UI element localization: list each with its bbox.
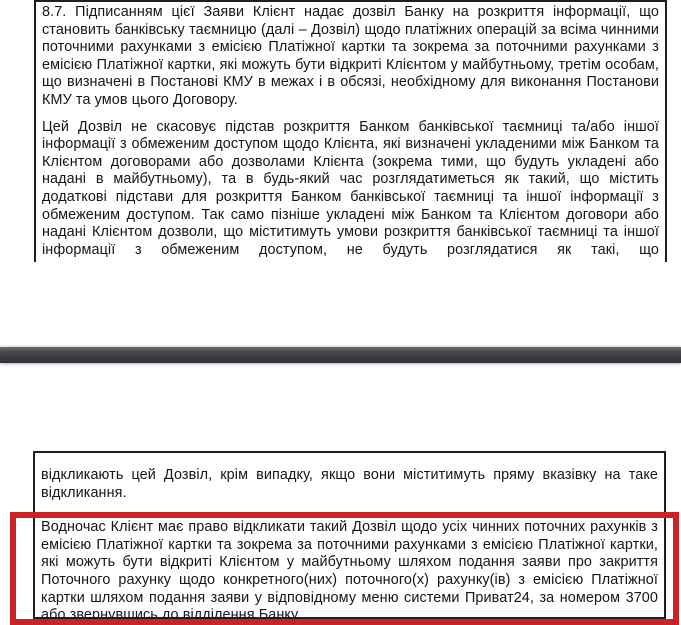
- clause-box-page-2: [33, 451, 666, 624]
- paragraph-revocation-continuation: відкликають цей Дозвіл, крім випадку, якщо вони міститимуть пряму вказівку на таке відкликання.: [41, 467, 658, 501]
- paragraph-clause-8-7: 8.7. Підписанням цієї Заяви Клієнт надає дозвіл Банку на розкриття інформації, що становить банківську таємницю (далі – Дозвіл) щодо платіжних операцій за всіма чинними поточними рахунками з емісією Платіжної картки та зокрема за поточними рахунками з емісією Платіжної картки, які можуть бути відкриті Клієнтом у майбутньому, третім особам, що визначені в Постанові КМУ в межах і в обсязі, необхідному для виконання Постанови КМУ та умов цього Договору.: [42, 4, 659, 108]
- paragraph-dozvil-scope: Цей Дозвіл не скасовує підстав розкриття Банком банківської таємниці та/або іншої інформації з обмеженим доступом щодо Клієнта, які визначені укладеними між Банком та Клієнтом договорами або дозволами Клієнта (зокрема тими, що будуть укладені або надані в майбутньому), та в будь-який час розглядатиметься як такий, що містить додаткові підстави для розкриття Банком банківської таємниці та іншої інформації з обмеженим доступом. Так само пізніше укладені між Банком та Клієнтом договори або надані Клієнтом дозволи, що міститимуть умови розкриття банківської таємниці та іншої інформації з обмеженим доступом, не будуть розглядатися як такі, що: [42, 118, 659, 258]
- clause-box-page-1: [34, 0, 667, 262]
- page-break-separator: [0, 347, 681, 363]
- paragraph-revocation-right: Водночас Клієнт має право відкликати такий Дозвіл щодо усіх чинних поточних рахунків з емісією Платіжної картки та зокрема за поточними рахунками з емісією Платіжної картки, які можуть бути відкриті Клієнтом у майбутньому шляхом подання заяви про закриття Поточного рахунку щодо конкретного(них) поточного(х) рахунку(ів) з емісією Платіжної картки шляхом подання заяви у відповідному меню системи Приват24, за номером 3700 або звернувшись до відділення Банку.: [41, 519, 658, 624]
